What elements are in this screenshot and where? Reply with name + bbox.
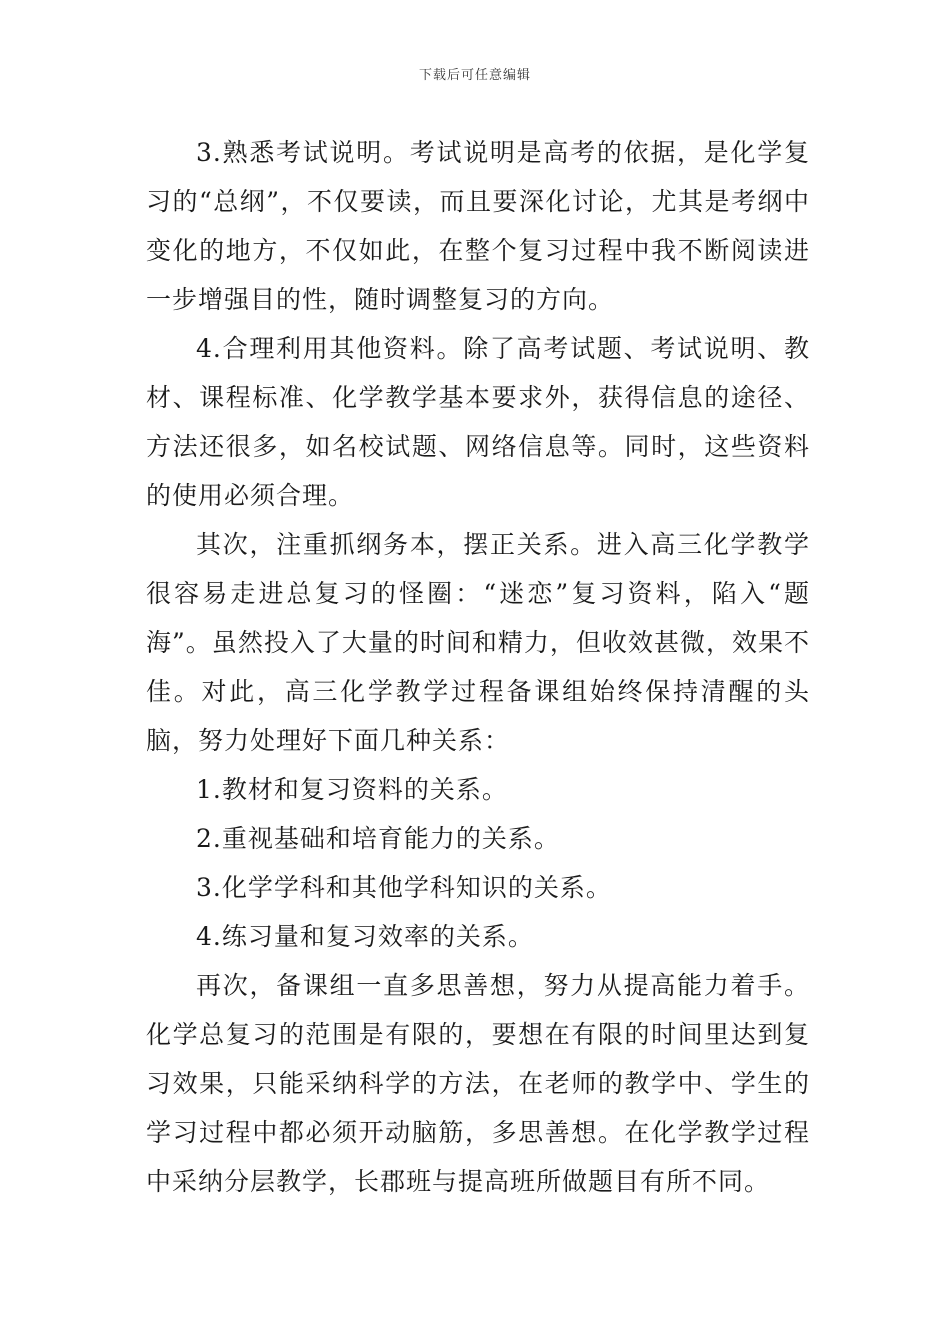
paragraph-exam-guide: 3.熟悉考试说明。考试说明是高考的依据，是化学复习的“总纲”，不仅要读，而且要深化讨论，尤其是考纲中变化的地方，不仅如此，在整个复习过程中我不断阅读进一步增强目的性，随时调整复习的方向。 [146, 138, 810, 314]
list-item-relation-3: 3.化学学科和其他学科知识的关系。 [196, 873, 612, 902]
paragraph-other-materials: 4.合理利用其他资料。除了高考试题、考试说明、教材、课程标准、化学教学基本要求外，获得信息的途径、方法还很多，如名校试题、网络信息等。同时，这些资料的使用必须合理。 [146, 334, 810, 510]
list-item-relation-2: 2.重视基础和培育能力的关系。 [196, 824, 560, 853]
list-item-relation-1: 1.教材和复习资料的关系。 [196, 775, 508, 804]
list-item-relation-4: 4.练习量和复习效率的关系。 [196, 922, 534, 951]
paragraph-improve-ability: 再次，备课组一直多思善想，努力从提高能力着手。化学总复习的范围是有限的，要想在有限的时间里达到复习效果，只能采纳科学的方法，在老师的教学中、学生的学习过程中都必须开动脑筋，多思善想。在化学教学过程中采纳分层教学，长郡班与提高班所做题目有所不同。 [146, 971, 810, 1196]
document-body [146, 128, 810, 1206]
paragraph-focus-basics: 其次，注重抓纲务本，摆正关系。进入高三化学教学很容易走进总复习的怪圈：“迷恋”复习资料，陷入“题海”。虽然投入了大量的时间和精力，但收效甚微，效果不佳。对此，高三化学教学过程备课组始终保持清醒的头脑，努力处理好下面几种关系： [146, 530, 810, 755]
page-header-note: 下载后可任意编辑 [418, 68, 531, 83]
